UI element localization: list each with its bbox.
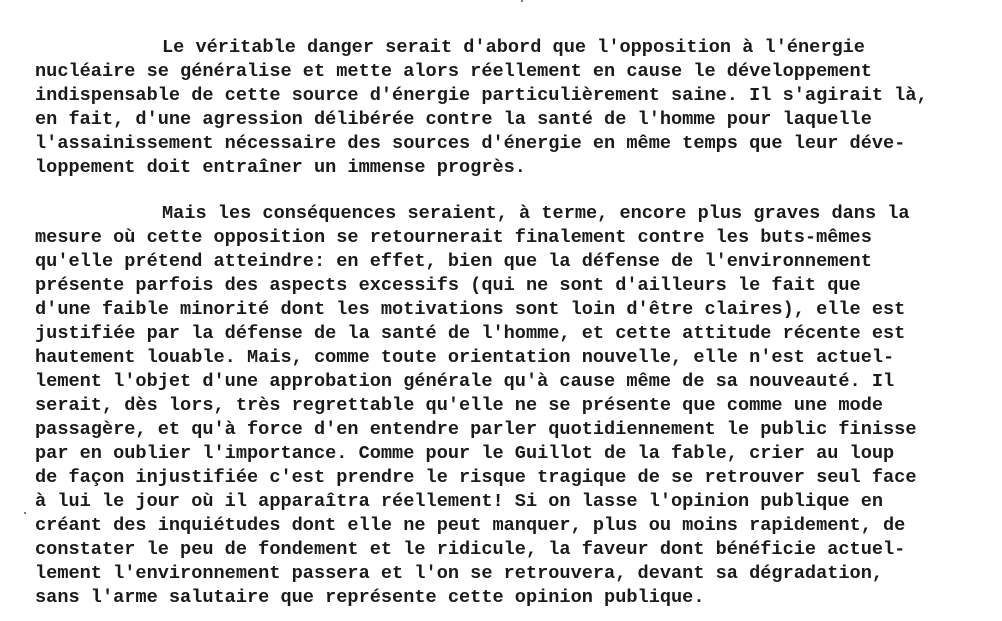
text-line: constater le peu de fondement et le ridicule, la faveur dont bénéficie actuel-	[35, 539, 906, 560]
text-line: Le véritable danger serait d'abord que l'opposition à l'énergie	[162, 37, 865, 58]
text-line: indispensable de cette source d'énergie particulièrement saine. Il s'agirait là,	[35, 85, 928, 106]
text-line: lement l'objet d'une approbation générale qu'à cause même de sa nouveauté. Il	[35, 371, 895, 392]
text-line: justifiée par la défense de la santé de l'homme, et cette attitude récente est	[35, 323, 906, 344]
text-line: lement l'environnement passera et l'on se retrouvera, devant sa dégradation,	[35, 563, 884, 584]
text-line: loppement doit entraîner un immense progrès.	[35, 157, 526, 178]
text-line: créant des inquiétudes dont elle ne peut manquer, plus ou moins rapidement, de	[35, 515, 906, 536]
text-line: d'une faible minorité dont les motivations sont loin d'être claires), elle est	[35, 299, 906, 320]
text-line: qu'elle prétend atteindre: en effet, bien que la défense de l'environnement	[35, 251, 872, 272]
text-line: présente parfois des aspects excessifs (qui ne sont d'ailleurs le fait que	[35, 275, 861, 296]
text-line: à lui le jour où il apparaîtra réellement! Si on lasse l'opinion publique en	[35, 491, 884, 512]
text-line: sans l'arme salutaire que représente cette opinion publique.	[35, 587, 705, 608]
text-line: l'assainissement nécessaire des sources d'énergie en même temps que leur déve-	[35, 133, 906, 154]
text-line: hautement louable. Mais, comme toute orientation nouvelle, elle n'est actuel-	[35, 347, 895, 368]
text-line: mesure où cette opposition se retournerait finalement contre les buts-mêmes	[35, 227, 872, 248]
text-line: de façon injustifiée c'est prendre le risque tragique de se retrouver seul face	[35, 467, 917, 488]
text-line: passagère, et qu'à force d'en entendre parler quotidiennement le public finisse	[35, 419, 917, 440]
text-line: Mais les conséquences seraient, à terme, encore plus graves dans la	[162, 203, 910, 224]
text-line: serait, dès lors, très regrettable qu'elle ne se présente que comme une mode	[35, 395, 884, 416]
text-line: nucléaire se généralise et mette alors réellement en cause le développement	[35, 61, 872, 82]
scan-speck	[24, 512, 26, 514]
text-line: par en oublier l'importance. Comme pour le Guillot de la fable, crier au loup	[35, 443, 895, 464]
scan-speck	[521, 0, 523, 2]
text-line: en fait, d'une agression délibérée contre la santé de l'homme pour laquelle	[35, 109, 872, 130]
